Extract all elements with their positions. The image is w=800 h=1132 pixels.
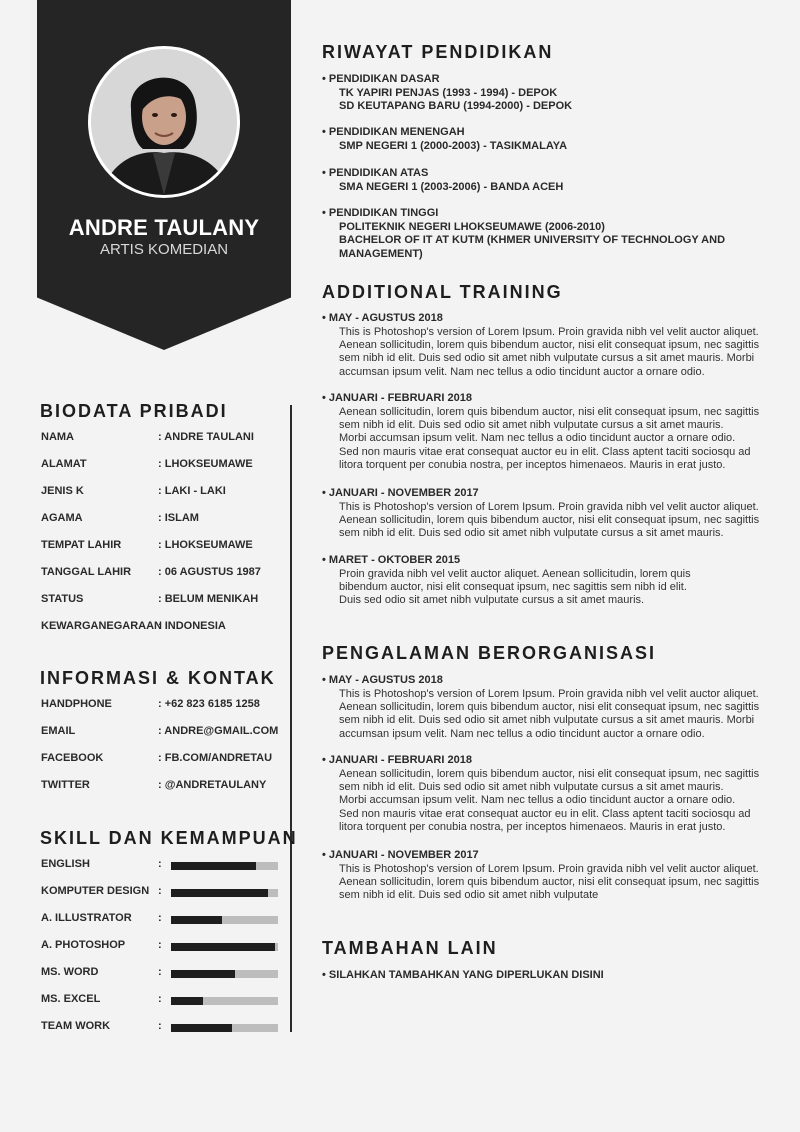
education-level: • PENDIDIKAN DASAR — [322, 73, 782, 87]
biodata-row — [41, 431, 281, 445]
skill-row — [41, 858, 281, 872]
training-entry — [322, 487, 772, 541]
training-description — [322, 568, 772, 608]
education-group — [322, 167, 782, 194]
organization-entry — [322, 849, 772, 903]
education-level: • PENDIDIKAN MENENGAH — [322, 126, 782, 140]
skill-label: KOMPUTER DESIGN — [41, 885, 150, 897]
skill-bar-fill — [171, 916, 222, 924]
skills-heading: SKILL DAN KEMAMPUAN — [40, 828, 298, 848]
description-line: Morbi accumsan ipsum velit. Nam nec tellus a odio tincidunt auctor a ornare odio. — [339, 432, 736, 445]
skill-bar-fill — [171, 943, 275, 951]
description-line: Aenean sollicitudin, lorem quis bibendum auctor, nisi elit consequat ipsum, nec sagittis — [339, 700, 760, 713]
skill-bar-fill — [171, 997, 203, 1005]
education-group — [322, 73, 782, 114]
organization-heading: PENGALAMAN BERORGANISASI — [322, 643, 657, 663]
description-line: Sed non mauris vitae erat consequat auctor eu in elit. Class aptent taciti sociosqu ad — [339, 445, 751, 458]
biodata-label: KEWARGANEGARAAN — [41, 620, 162, 632]
contact-heading: INFORMASI & KONTAK — [40, 668, 276, 688]
biodata-label: TANGGAL LAHIR — [41, 566, 132, 578]
organization-period: • JANUARI - FEBRUARI 2018 — [322, 754, 772, 768]
biodata-value: : ANDRE TAULANI — [158, 431, 254, 443]
biodata-label: NAMA — [41, 431, 74, 443]
training-description — [322, 406, 772, 473]
skill-bar-fill — [171, 889, 268, 897]
extra-item: • SILAHKAN TAMBAHKAN YANG DIPERLUKAN DISINI — [322, 969, 604, 981]
description-line: accumsan ipsum velit. Nam nec tellus a odio tincidunt auctor a ornare odio. — [339, 365, 705, 378]
education-item: SMA NEGERI 1 (2003-2006) - BANDA ACEH — [339, 180, 564, 193]
description-line: This is Photoshop's version of Lorem Ipsum. Proin gravida nibh vel velit auctor aliquet. — [339, 862, 759, 875]
contact-label: TWITTER — [41, 779, 90, 791]
person-portrait-icon — [91, 49, 237, 195]
education-level: • PENDIDIKAN ATAS — [322, 167, 782, 181]
description-line: Aenean sollicitudin, lorem quis bibendum auctor, nisi elit consequat ipsum, nec sagittis — [339, 875, 760, 888]
training-entry — [322, 312, 772, 379]
skill-row — [41, 939, 281, 953]
training-period: • MAY - AGUSTUS 2018 — [322, 312, 772, 326]
description-line: Aenean sollicitudin, lorem quis bibendum auctor, nisi elit consequat ipsum, nec sagittis — [339, 513, 760, 526]
skill-colon: : — [158, 1020, 162, 1032]
skill-label: MS. EXCEL — [41, 993, 101, 1005]
contact-value: : FB.COM/ANDRETAU — [158, 752, 273, 764]
description-line: sem nibh id elit. Duis sed odio sit amet nibh vulputate cursus a sit amet mauris. — [339, 527, 724, 540]
biodata-value: : ISLAM — [158, 512, 199, 524]
contact-row — [41, 698, 281, 712]
training-period: • JANUARI - NOVEMBER 2017 — [322, 487, 772, 501]
skill-colon: : — [158, 912, 162, 924]
organization-period: • JANUARI - NOVEMBER 2017 — [322, 849, 772, 863]
biodata-label: STATUS — [41, 593, 84, 605]
education-heading: RIWAYAT PENDIDIKAN — [322, 42, 554, 62]
biodata-value: : BELUM MENIKAH — [158, 593, 259, 605]
description-line: Duis sed odio sit amet nibh vulputate cursus a sit amet mauris. — [339, 594, 645, 607]
training-description — [322, 326, 772, 380]
training-entry — [322, 554, 772, 608]
skill-bar-track — [171, 1024, 278, 1032]
contact-label: EMAIL — [41, 725, 76, 737]
biodata-value: : LAKI - LAKI — [158, 485, 226, 497]
biodata-row — [41, 620, 281, 634]
education-item: SD KEUTAPANG BARU (1994-2000) - DEPOK — [339, 100, 573, 112]
description-line: This is Photoshop's version of Lorem Ipsum. Proin gravida nibh vel velit auctor aliquet. — [339, 687, 759, 700]
education-item: BACHELOR OF IT AT KUTM (KHMER UNIVERSITY OF TECHNOLOGY AND MANAGEMENT) — [339, 234, 726, 260]
education-group — [322, 126, 782, 153]
skill-bar-track — [171, 916, 278, 924]
biodata-row — [41, 458, 281, 472]
description-line: Morbi accumsan ipsum velit. Nam nec tellus a odio tincidunt auctor a ornare odio. — [339, 794, 736, 807]
organization-description — [322, 688, 772, 742]
organization-period: • MAY - AGUSTUS 2018 — [322, 674, 772, 688]
skill-bar-track — [171, 862, 278, 870]
skill-row — [41, 993, 281, 1007]
description-line: accumsan ipsum velit. Nam nec tellus a odio tincidunt auctor a ornare odio. — [339, 727, 705, 740]
description-line: Sed non mauris vitae erat consequat auctor eu in elit. Class aptent taciti sociosqu ad — [339, 807, 751, 820]
skill-colon: : — [158, 858, 162, 870]
skill-label: A. ILLUSTRATOR — [41, 912, 132, 924]
skill-label: A. PHOTOSHOP — [41, 939, 126, 951]
skill-row — [41, 885, 281, 899]
education-group — [322, 207, 782, 261]
skill-row — [41, 912, 281, 926]
skill-colon: : — [158, 993, 162, 1005]
contact-row — [41, 752, 281, 766]
skill-label: TEAM WORK — [41, 1020, 111, 1032]
description-line: sem nibh id elit. Duis sed odio sit amet nibh vulputate cursus a sit amet mauris. Morbi — [339, 714, 755, 727]
contact-label: FACEBOOK — [41, 752, 104, 764]
biodata-row — [41, 539, 281, 553]
skill-bar-fill — [171, 1024, 232, 1032]
skill-bar-fill — [171, 862, 256, 870]
biodata-label: TEMPAT LAHIR — [41, 539, 122, 551]
biodata-row — [41, 512, 281, 526]
profile-photo — [88, 46, 240, 198]
biodata-heading: BIODATA PRIBADI — [40, 401, 228, 421]
contact-row — [41, 779, 281, 793]
description-line: Proin gravida nibh vel velit auctor aliquet. Aenean sollicitudin, lorem quis — [339, 567, 691, 580]
description-line: sem nibh id elit. Duis sed odio sit amet nibh vulputate cursus a sit amet mauris. — [339, 780, 724, 793]
skill-bar-track — [171, 943, 278, 951]
organization-entry — [322, 674, 772, 741]
education-item: SMP NEGERI 1 (2000-2003) - TASIKMALAYA — [339, 139, 568, 152]
education-item: TK YAPIRI PENJAS (1993 - 1994) - DEPOK — [339, 86, 558, 99]
biodata-value: : LHOKSEUMAWE — [158, 458, 253, 470]
description-line: Aenean sollicitudin, lorem quis bibendum auctor, nisi elit consequat ipsum, nec sagittis — [339, 338, 760, 351]
description-line: Aenean sollicitudin, lorem quis bibendum auctor, nisi elit consequat ipsum, nec sagittis — [339, 767, 760, 780]
description-line: sem nibh id elit. Duis sed odio sit amet nibh vulputate — [339, 889, 599, 902]
description-line: sem nibh id elit. Duis sed odio sit amet nibh vulputate cursus a sit amet mauris. — [339, 418, 724, 431]
column-divider — [290, 405, 292, 1032]
skill-bar-track — [171, 889, 278, 897]
skill-colon: : — [158, 966, 162, 978]
biodata-label: JENIS K — [41, 485, 84, 497]
training-heading: ADDITIONAL TRAINING — [322, 282, 563, 302]
skill-colon: : — [158, 939, 162, 951]
education-item: POLITEKNIK NEGERI LHOKSEUMAWE (2006-2010) — [339, 220, 605, 233]
description-line: This is Photoshop's version of Lorem Ipsum. Proin gravida nibh vel velit auctor aliquet. — [339, 500, 759, 513]
biodata-value: : INDONESIA — [158, 620, 226, 632]
organization-description — [322, 768, 772, 835]
training-description — [322, 501, 772, 541]
contact-label: HANDPHONE — [41, 698, 112, 710]
contact-row — [41, 725, 281, 739]
description-line: litora torquent per conubia nostra, per inceptos himenaeos. Mauris in erat justo. — [339, 459, 726, 472]
biodata-value: : 06 AGUSTUS 1987 — [158, 566, 261, 578]
skill-bar-fill — [171, 970, 235, 978]
contact-value: : +62 823 6185 1258 — [158, 698, 260, 710]
skill-bar-track — [171, 997, 278, 1005]
biodata-label: ALAMAT — [41, 458, 87, 470]
skill-bar-track — [171, 970, 278, 978]
extra-heading: TAMBAHAN LAIN — [322, 938, 498, 958]
description-line: This is Photoshop's version of Lorem Ipsum. Proin gravida nibh vel velit auctor aliquet. — [339, 325, 759, 338]
training-entry — [322, 392, 772, 473]
biodata-row — [41, 566, 281, 580]
profile-role: ARTIS KOMEDIAN — [99, 241, 229, 258]
description-line: bibendum auctor, nisi elit consequat ipsum, nec sagittis sem nibh id elit. — [339, 580, 687, 593]
contact-value: : @ANDRETAULANY — [158, 779, 267, 791]
description-line: Aenean sollicitudin, lorem quis bibendum auctor, nisi elit consequat ipsum, nec sagittis — [339, 405, 760, 418]
skill-row — [41, 966, 281, 980]
skill-label: MS. WORD — [41, 966, 99, 978]
organization-entry — [322, 754, 772, 835]
skill-row — [41, 1020, 281, 1034]
description-line: litora torquent per conubia nostra, per inceptos himenaeos. Mauris in erat justo. — [339, 821, 726, 834]
profile-name: ANDRE TAULANY — [68, 215, 260, 240]
skill-colon: : — [158, 885, 162, 897]
skill-label: ENGLISH — [41, 858, 90, 870]
biodata-value: : LHOKSEUMAWE — [158, 539, 253, 551]
biodata-row — [41, 485, 281, 499]
contact-value: : ANDRE@GMAIL.COM — [158, 725, 279, 737]
description-line: sem nibh id elit. Duis sed odio sit amet nibh vulputate cursus a sit amet mauris. Morbi — [339, 352, 755, 365]
education-level: • PENDIDIKAN TINGGI — [322, 207, 782, 221]
biodata-row — [41, 593, 281, 607]
training-period: • MARET - OKTOBER 2015 — [322, 554, 772, 568]
training-period: • JANUARI - FEBRUARI 2018 — [322, 392, 772, 406]
organization-description — [322, 863, 772, 903]
biodata-label: AGAMA — [41, 512, 83, 524]
